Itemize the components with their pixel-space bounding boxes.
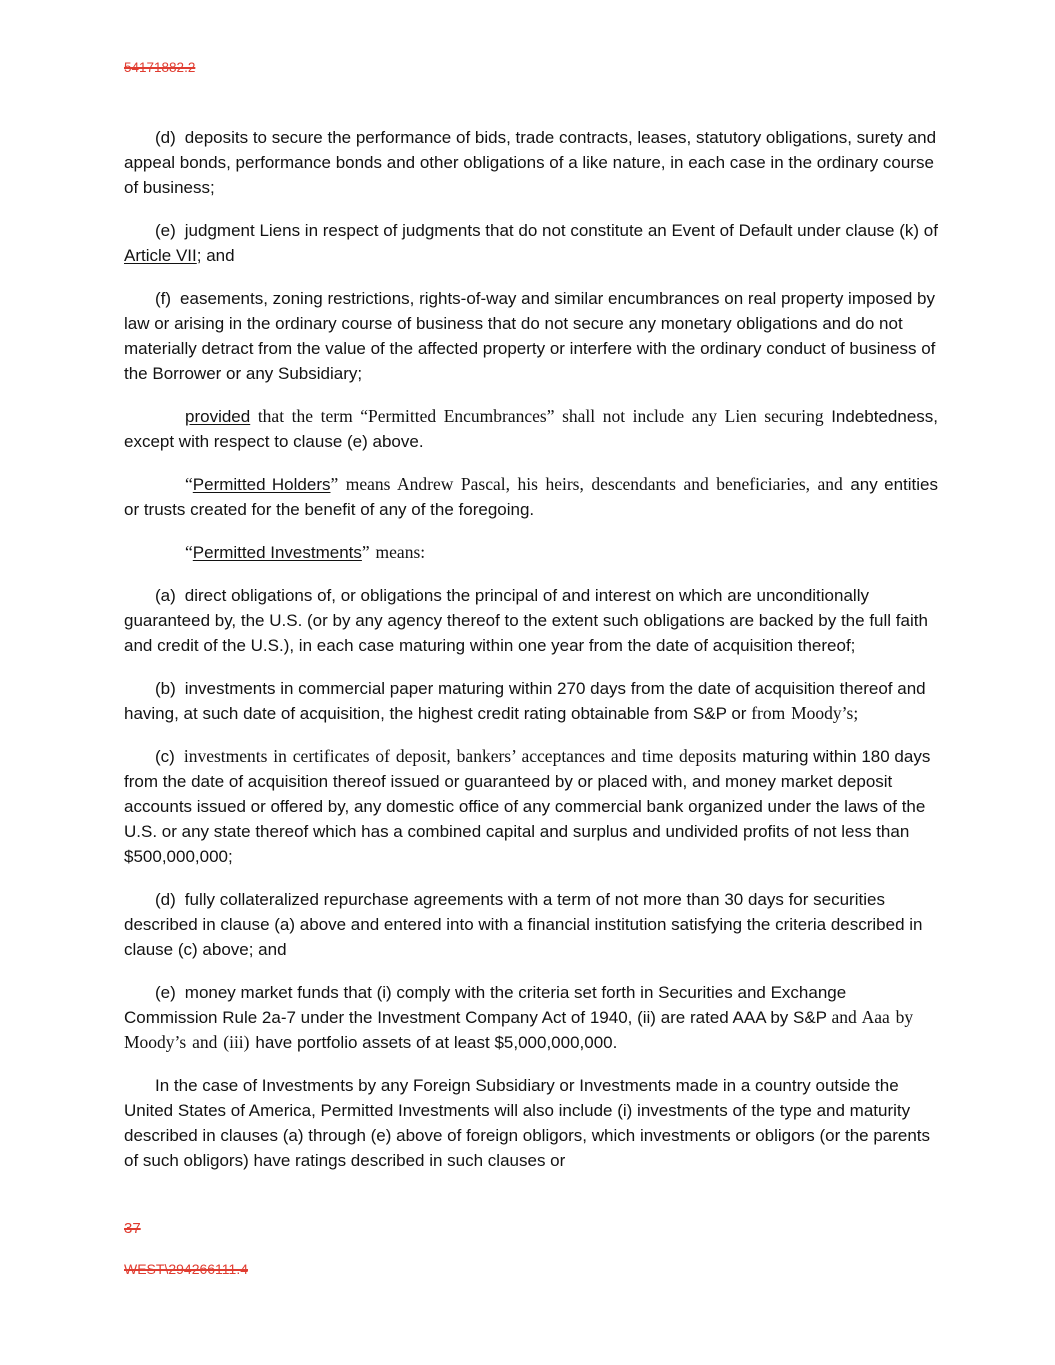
text-run: Indebtedness, except with respect to clause (e) above. (124, 407, 938, 451)
text-run: Permitted Investments (192, 543, 362, 562)
paragraph-inv-clause-a (124, 583, 938, 658)
clause-marker: (f) (155, 289, 172, 308)
paragraph-inv-clause-d (124, 887, 938, 962)
footer-doc-id: WEST\294266111.4 (124, 1261, 249, 1277)
text-run: judgment Liens in respect of judgments that do not constitute an Event of Default under clause (k) of (184, 221, 938, 240)
paragraph-closing (124, 1073, 938, 1173)
text-run: Permitted Holders (192, 475, 331, 494)
text-run: investments in commercial paper maturing within 270 days from the date of acquisition thereof and having, at such date of acquisition, the highest credit rating obtainable from S&P or (124, 679, 926, 723)
paragraph-inv-clause-e (124, 980, 938, 1055)
clause-marker: (d) (155, 128, 176, 147)
clause-marker: (a) (155, 586, 176, 605)
text-run: that the term “Permitted Encumbrances” shall not include any Lien securing (250, 406, 832, 426)
header-doc-number: 54171882.2 (124, 60, 196, 75)
text-run: investments in certificates of deposit, bankers’ acceptances and time deposits (183, 746, 743, 766)
paragraph-def-permitted-holders (124, 472, 938, 522)
paragraph-clause-d (124, 125, 938, 200)
text-run: from Moody’s; (751, 703, 859, 723)
clause-marker: (c) (155, 747, 175, 766)
text-run: have portfolio assets of at least $5,000,000,000. (255, 1033, 618, 1052)
text-run: ; and (196, 246, 235, 265)
text-run: “ (185, 474, 193, 494)
text-run: maturing within 180 days from the date of acquisition thereof issued or guaranteed by or placed with, and money market deposit accounts issued or offered by, any domestic office of any commercial bank organized under the laws of the U.S. or any state thereof which has a combined capital and surplus and undivided profits of not less than $500,000,000; (124, 747, 931, 866)
text-run: money market funds that (i) comply with the criteria set forth in Securities and Exchange Commission Rule 2a-7 under the Investment Company Act of 1940, (ii) are rated AAA by S&P (124, 983, 847, 1027)
text-run: direct obligations of, or obligations the principal of and interest on which are unconditionally guaranteed by, the U.S. (or by any agency thereof to the extent such obligations are backed by the full faith and credit of the U.S.), in each case maturing within one year from the date of acquisition thereof; (124, 586, 928, 655)
paragraph-inv-clause-b (124, 676, 938, 726)
text-run: fully collateralized repurchase agreements with a term of not more than 30 days for securities described in clause (a) above and entered into with a financial institution satisfying the criteria described in clause (c) above; and (124, 890, 923, 959)
doc-body (124, 125, 938, 1191)
paragraph-proviso (124, 404, 938, 454)
footer-page-number: 37 (124, 1220, 141, 1237)
clause-marker: (e) (155, 221, 176, 240)
text-run: any entities or trusts created for the benefit of any of the foregoing. (124, 475, 938, 519)
text-run: Article VII (124, 246, 197, 265)
text-run: ” means: (361, 542, 426, 562)
clause-marker: (d) (155, 890, 176, 909)
clause-marker: (e) (155, 983, 176, 1002)
paragraph-def-permitted-investments (124, 540, 938, 565)
text-run: easements, zoning restrictions, rights-of-way and similar encumbrances on real property imposed by law or arising in the ordinary course of business that do not secure any monetary obligations and do not materially detract from the value of the affected property or interfere with the ordinary conduct of business of the Borrower or any Subsidiary; (124, 289, 936, 383)
text-run: provided (185, 407, 251, 426)
text-run: In the case of Investments by any Foreign Subsidiary or Investments made in a country outside the United States of America, Permitted Investments will also include (i) investments of the type and maturity described in clauses (a) through (e) above of foreign obligors, which investments or obligors (or the parents of such obligors) have ratings described in such clauses or (124, 1076, 931, 1170)
text-run: and Aaa by Moody’s and (iii) (124, 1007, 914, 1052)
text-run: ” means Andrew Pascal, his heirs, descendants and beneficiaries, and (330, 474, 851, 494)
text-run: deposits to secure the performance of bids, trade contracts, leases, statutory obligations, surety and appeal bonds, performance bonds and other obligations of a like nature, in each case in the ordinary course of business; (124, 128, 937, 197)
text-run: “ (185, 542, 193, 562)
clause-marker: (b) (155, 679, 176, 698)
paragraph-clause-e (124, 218, 938, 268)
paragraph-inv-clause-c (124, 744, 938, 869)
paragraph-clause-f (124, 286, 938, 386)
